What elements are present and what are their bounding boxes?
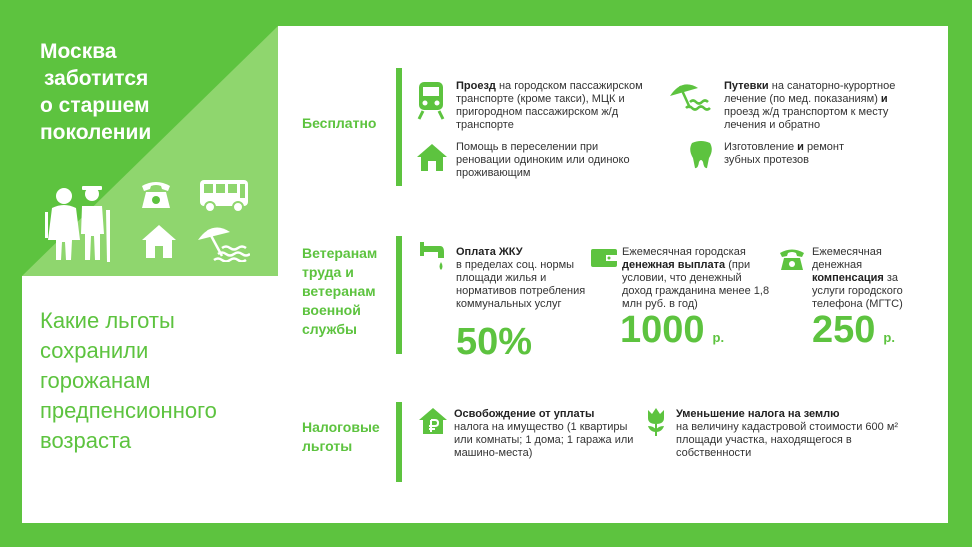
phone-icon [778,246,806,272]
phone-compensation-text: Ежемесячная денежная компенсация за услуги городского телефона (МГТС) [812,246,903,310]
faucet-icon [418,240,448,274]
free-dental-text: Изготовление и ремонт зубных протезов [724,141,845,166]
tooth-icon [688,140,714,170]
section-label-free: Бесплатно [302,115,377,131]
wallet-icon [590,246,618,268]
payment-value: 1000 р. [620,309,725,351]
tulip-icon [644,406,668,438]
house-ruble-icon [418,406,448,436]
beach-umbrella-icon [194,222,250,262]
phone-compensation-value: 250 р. [812,309,895,351]
hero-panel [22,26,278,276]
utilities-value: 50% [456,321,533,363]
free-housing-text: Помощь в переселении при реновации одиноким или одиноко проживающим [456,141,630,179]
elderly-couple-icon [44,184,114,262]
beach-umbrella-icon [668,80,714,114]
utilities-text: Оплата ЖКУ в пределах соц. нормы площади жилья и нормативов потребления коммунальных услуг [456,246,586,310]
land-tax-text: Уменьшение налога на землю на величину кадастровой стоимости 600 м² площади участка, находящегося в собственности [676,408,899,459]
bus-icon [198,178,250,214]
property-tax-text: Освобождение от уплаты налога на имущество (1 квартиры или комнаты; 1 дома; 1 гаража или машино-места) [454,408,634,459]
payment-text: Ежемесячная городская денежная выплата (при условии, что денежный доход гражданина менее 1,8 млн руб. в год) [622,246,770,310]
section-label-tax: Налоговые льготы [302,419,380,454]
question-heading: Какие льготы сохранили горожанам предпенсионного возраста [40,308,217,453]
section-divider-free [396,68,402,186]
house-icon [416,142,448,172]
house-icon [140,222,178,260]
free-transport-text: Проезд на городском пассажирском транспорте (кроме такси), МЦК и пригородном пассажирском ж/д транспорте [456,80,643,131]
phone-icon [138,176,174,212]
hero-title: Москва заботится о старшем поколении [40,40,152,144]
section-divider-tax [396,402,402,482]
train-icon [416,80,446,120]
free-vouchers-text: Путевки на санаторно-курортное лечение (по мед. показаниям) и проезд ж/д транспортом к месту лечения и обратно [724,80,896,131]
section-label-veterans: Ветеранам труда и ветеранам военной службы [302,245,378,337]
section-divider-veterans [396,236,402,354]
